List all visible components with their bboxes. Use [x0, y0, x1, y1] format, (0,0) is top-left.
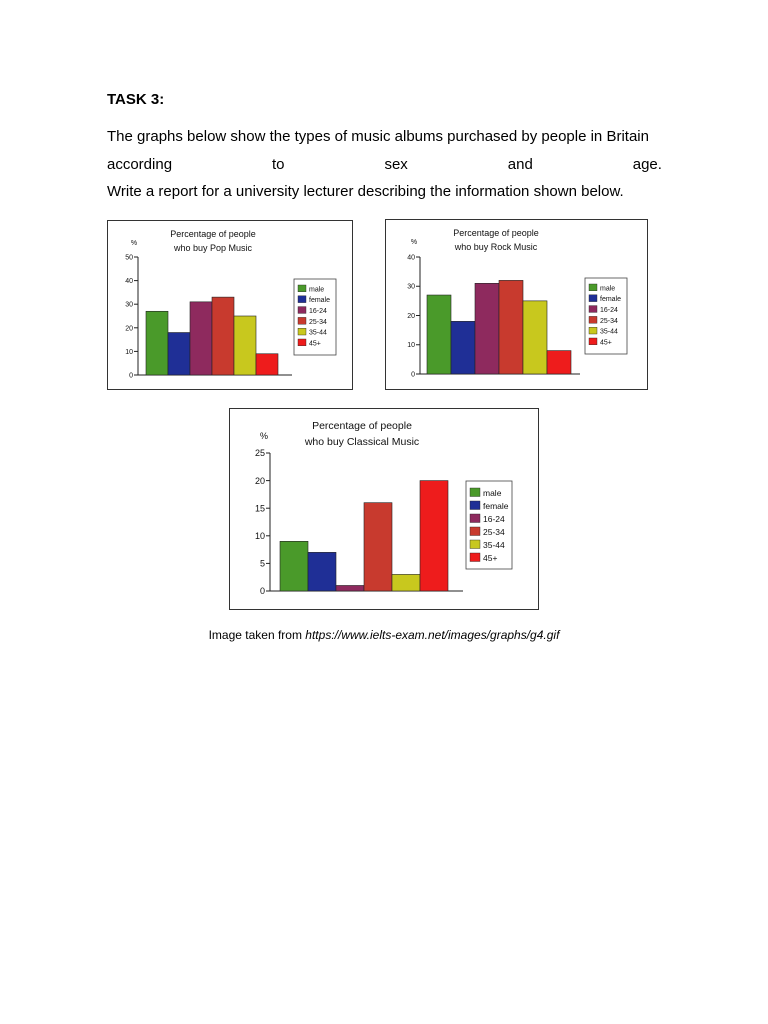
bar-male	[427, 295, 451, 374]
legend-swatch-16-24	[589, 306, 597, 313]
legend-swatch-25-34	[298, 317, 306, 324]
rock-music-chart-svg	[386, 220, 647, 389]
chart-title-line-2: who buy Rock Music	[454, 242, 538, 252]
legend-label-16-24: 16-24	[309, 308, 327, 315]
legend-label-male: male	[309, 286, 325, 294]
image-caption	[0, 628, 768, 642]
y-tick-label: 5	[259, 558, 265, 569]
legend-label-female: female	[600, 296, 622, 304]
y-tick-label: 10	[254, 530, 265, 541]
intro-word: according	[107, 156, 173, 173]
legend-swatch-female	[470, 501, 480, 510]
intro-line-2	[107, 156, 662, 173]
y-axis-label: %	[259, 431, 269, 441]
legend-swatch-35-44	[470, 540, 480, 549]
y-tick-label: 0	[411, 371, 415, 379]
y-tick-label: 25	[254, 448, 265, 459]
y-tick-label: 30	[407, 283, 415, 291]
legend-label-35-44: 35-44	[600, 328, 618, 336]
legend-swatch-female	[298, 296, 306, 303]
bar-35-44	[234, 316, 256, 375]
y-tick-label: 30	[125, 301, 133, 309]
bar-35-44	[523, 301, 547, 374]
bar-16-24	[190, 302, 212, 375]
legend-label-35-44: 35-44	[483, 540, 505, 550]
y-tick-label: 20	[125, 325, 133, 333]
y-tick-label: 0	[259, 586, 265, 597]
bar-45+	[547, 351, 571, 374]
y-tick-label: 20	[254, 475, 265, 486]
legend-label-female: female	[483, 501, 509, 511]
chart-title-line-1: Percentage of people	[453, 228, 539, 238]
classical-music-chart	[229, 408, 539, 610]
legend-swatch-45+	[298, 339, 306, 346]
y-tick-label: 10	[125, 348, 133, 356]
bar-25-34	[364, 503, 392, 591]
legend-swatch-25-34	[589, 316, 597, 323]
pop-music-chart-svg	[108, 221, 352, 389]
legend-label-16-24: 16-24	[600, 307, 618, 314]
classical-music-chart-svg	[230, 409, 538, 609]
bar-35-44	[392, 574, 420, 591]
chart-title-line-1: Percentage of people	[170, 229, 256, 239]
caption-url: https://www.ielts-exam.net/images/graphs/g4.gif	[305, 628, 560, 642]
legend-swatch-35-44	[298, 328, 306, 335]
legend-swatch-25-34	[470, 527, 480, 536]
legend-swatch-35-44	[589, 327, 597, 334]
intro-line-1: The graphs below show the types of music albums purchased by people in Britain	[107, 128, 649, 145]
chart-title-line-1: Percentage of people	[312, 420, 412, 432]
y-axis-label: %	[130, 240, 138, 247]
intro-word: age.	[632, 156, 662, 173]
legend-label-45+: 45+	[600, 339, 612, 347]
y-tick-label: 50	[125, 254, 133, 262]
legend-swatch-male	[589, 284, 597, 291]
bar-25-34	[212, 297, 234, 375]
legend-label-25-34: 25-34	[483, 527, 505, 537]
y-tick-label: 20	[407, 312, 415, 320]
legend-label-35-44: 35-44	[309, 329, 327, 337]
rock-music-chart	[385, 219, 648, 390]
intro-word: and	[507, 156, 533, 173]
legend-label-male: male	[600, 285, 616, 293]
bar-male	[146, 311, 168, 375]
legend-swatch-male	[298, 285, 306, 292]
legend-label-female: female	[309, 297, 331, 305]
chart-title-line-2: who buy Pop Music	[173, 243, 253, 253]
legend-swatch-female	[589, 295, 597, 302]
bar-female	[451, 321, 475, 374]
chart-title-line-2: who buy Classical Music	[304, 436, 420, 448]
legend-label-16-24: 16-24	[483, 514, 505, 524]
bar-45+	[420, 481, 448, 591]
legend-swatch-male	[470, 488, 480, 497]
legend-swatch-16-24	[298, 307, 306, 314]
y-tick-label: 0	[129, 372, 133, 380]
y-tick-label: 40	[125, 278, 133, 286]
legend-label-25-34: 25-34	[309, 318, 327, 326]
legend-label-45+: 45+	[309, 340, 321, 348]
y-tick-label: 10	[407, 342, 415, 350]
bar-male	[280, 541, 308, 591]
legend-label-25-34: 25-34	[600, 317, 618, 325]
pop-music-chart	[107, 220, 353, 390]
bar-45+	[256, 354, 278, 375]
intro-line-3: Write a report for a university lecturer describing the information shown below.	[107, 183, 624, 200]
task-heading: TASK 3:	[107, 91, 165, 108]
bar-16-24	[336, 585, 364, 591]
legend-swatch-45+	[589, 338, 597, 345]
caption-prefix: Image taken from	[208, 628, 302, 642]
y-tick-label: 15	[254, 503, 265, 514]
intro-word: sex	[384, 156, 408, 173]
bar-female	[168, 333, 190, 375]
y-tick-label: 40	[407, 254, 415, 262]
bar-16-24	[475, 283, 499, 374]
bar-female	[308, 552, 336, 591]
legend-swatch-16-24	[470, 514, 480, 523]
bar-25-34	[499, 280, 523, 374]
intro-word: to	[272, 156, 285, 173]
legend-label-male: male	[483, 488, 502, 498]
legend-label-45+: 45+	[483, 553, 498, 563]
legend-swatch-45+	[470, 553, 480, 562]
y-axis-label: %	[410, 239, 418, 246]
